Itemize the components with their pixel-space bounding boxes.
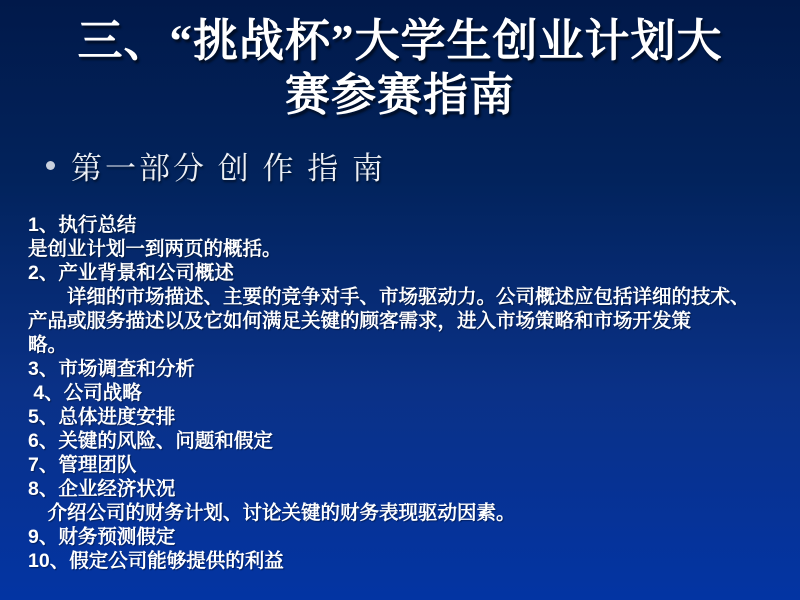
title-line-2: 赛参赛指南 xyxy=(284,70,515,120)
body-line-5: 产品或服务描述以及它如何满足关键的顾客需求，进入市场策略和市场开发策 xyxy=(28,310,692,332)
body-line-1: 1、执行总结 xyxy=(28,214,137,236)
body-line-6: 略。 xyxy=(28,334,68,356)
body-line-13: 介绍公司的财务计划、讨论关键的财务表现驱动因素。 xyxy=(28,502,516,524)
bullet-icon xyxy=(46,161,55,170)
slide-title xyxy=(20,14,780,122)
body-line-7: 3、市场调查和分析 xyxy=(28,358,195,380)
body-line-2: 是创业计划一到两页的概括。 xyxy=(28,238,282,260)
body-line-12: 8、企业经济状况 xyxy=(28,478,176,500)
body-line-3: 2、产业背景和公司概述 xyxy=(28,262,234,284)
body-line-9: 5、总体进度安排 xyxy=(28,406,176,428)
subtitle-text: 第一部分 创 作 指 南 xyxy=(71,151,386,186)
body-line-15: 10、假定公司能够提供的利益 xyxy=(28,550,284,572)
body-line-10: 6、关键的风险、问题和假定 xyxy=(28,430,273,452)
body-line-4: 详细的市场描述、主要的竞争对手、市场驱动力。公司概述应包括详细的技术、 xyxy=(28,286,750,308)
body-line-11: 7、管理团队 xyxy=(28,454,137,476)
body-line-8: 4、公司战略 xyxy=(28,382,142,404)
body-line-14: 9、财务预测假定 xyxy=(28,526,176,548)
body-outline xyxy=(28,213,784,573)
title-line-1: 三、“挑战杯”大学生创业计划大 xyxy=(77,16,723,66)
subtitle-bullet-item xyxy=(46,143,386,188)
